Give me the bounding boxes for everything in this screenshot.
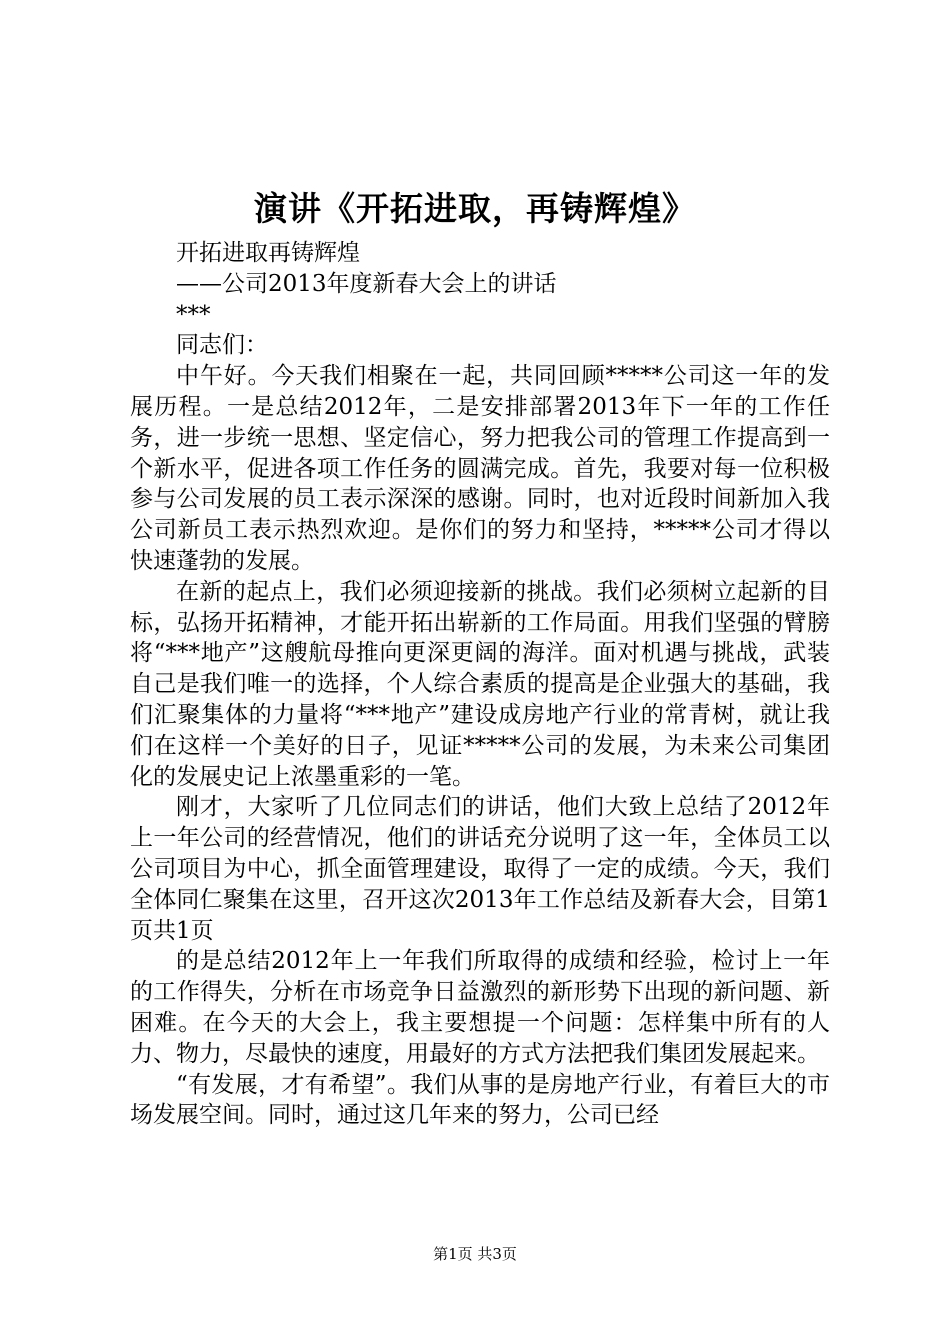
document-title: 演讲《开拓进取，再铸辉煌》 [254,189,696,228]
paragraph: 的是总结2012年上一年我们所取得的成绩和经验，检讨上一年的工作得失，分析在市场竞争日益激烈的新形势下出现的新问题、新困难。在今天的大会上，我主要想提一个问题：怎样集中所有的人力、物力，尽最快的速度，用最好的方式方法把我们集团发展起来。 [130,948,830,1067]
salutation: 同志们： [176,332,268,359]
paragraph: 中午好。今天我们相聚在一起，共同回顾*****公司这一年的发展历程。一是总结2012年，二是安排部署2013年下一年的工作任务，进一步统一思想、坚定信心，努力把我公司的管理工作提高到一个新水平，促进各项工作任务的圆满完成。首先，我要对每一位积极参与公司发展的员工表示深深的感谢。同时，也对近段时间新加入我公司新员工表示热烈欢迎。是你们的努力和坚持，*****公司才得以快速蓬勃的发展。 [130,363,830,574]
page-footer: 第1页 共3页 [433,1245,517,1263]
speech-subheading: ——公司2013年度新春大会上的讲话 [176,270,557,297]
speaker-name: *** [176,301,211,328]
speech-heading: 开拓进取再铸辉煌 [176,240,360,266]
paragraph: “有发展，才有希望”。我们从事的是房地产行业，有着巨大的市场发展空间。同时，通过这几年来的努力，公司已经 [130,1071,830,1129]
document-body [130,238,830,1131]
paragraph: 在新的起点上，我们必须迎接新的挑战。我们必须树立起新的目标，弘扬开拓精神，才能开拓出崭新的工作局面。用我们坚强的臂膀将“***地产”这艘航母推向更深更阔的海洋。面对机遇与挑战，武装自己是我们唯一的选择，个人综合素质的提高是企业强大的基础，我们汇聚集体的力量将“***地产”建设成房地产行业的常青树，就让我们在这样一个美好的日子，见证*****公司的发展，为未来公司集团化的发展史记上浓墨重彩的一笔。 [130,578,830,790]
paragraph: 刚才，大家听了几位同志们的讲话，他们大致上总结了2012年上一年公司的经营情况，他们的讲话充分说明了这一年，全体员工以公司项目为中心，抓全面管理建设，取得了一定的成绩。今天，我们全体同仁聚集在这里，召开这次2013年工作总结及新春大会，目第1页共1页 [130,794,830,944]
